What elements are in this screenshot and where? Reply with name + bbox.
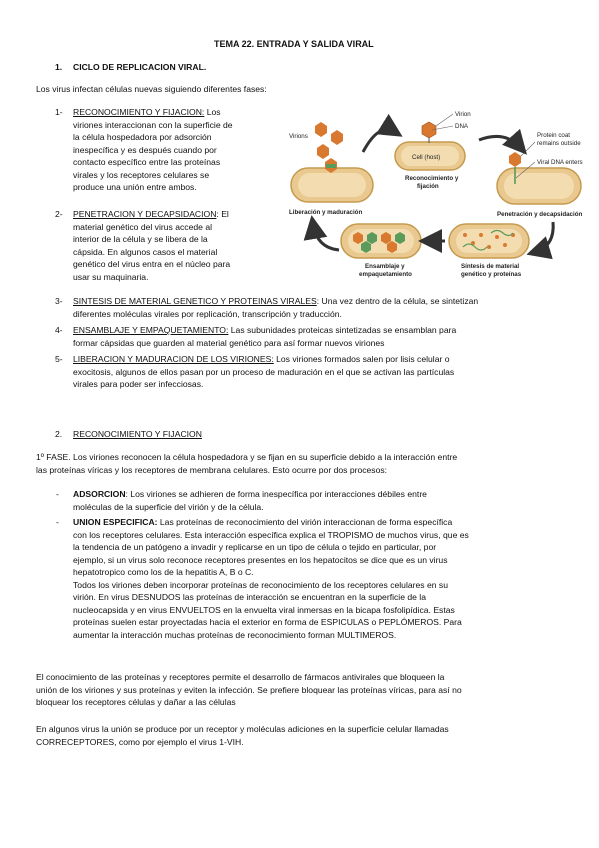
bullet-term: UNION ESPECIFICA: <box>73 517 158 527</box>
penetracion-label: Penetración y decapsidación <box>497 211 583 218</box>
item-line: Los <box>204 107 221 117</box>
bullet-line: Todos los viriones deben incorporar proteínas de reconocimiento de los receptores celulares en su <box>73 579 448 590</box>
recon-label-1: Reconocimiento y <box>405 175 459 182</box>
bullet-line: hepatotropico como los de la hepatitis A, B o C. <box>73 567 254 577</box>
recon-label-2: fijación <box>417 183 439 190</box>
item-line: formar cápsidas que guarden al material genético para así formar nuevos viriones <box>73 337 385 348</box>
paragraph-line: El conocimiento de las proteínas y receptores permite el desarrollo de fármacos antivirales que bloqueen la <box>36 672 445 682</box>
section2-heading: RECONOCIMIENTO Y FIJACION <box>73 429 202 439</box>
host-cell-diagram <box>395 111 471 190</box>
bullet-term: ADSORCION <box>73 489 126 499</box>
paragraph-line: bloquear los receptores células y dañar a las células <box>36 697 236 707</box>
section1-intro: Los virus infectan células nuevas siguiendo diferentes fases: <box>36 84 267 94</box>
paragraph-line: CORRECEPTORES, como por ejemplo el virus 1-VIH. <box>36 736 244 747</box>
virions-label: Virions <box>289 133 308 140</box>
item-line: usar su maquinaria. <box>73 271 149 282</box>
paragraph-line: 1º FASE. Los viriones reconocen la célula hospedadora y se fijan en su superficie debido a la interacción entre <box>36 452 458 462</box>
dna-label: DNA <box>455 123 469 130</box>
section1-number: 1. <box>55 62 63 72</box>
item-ensamblaje <box>73 324 456 349</box>
bullet-line: : Los viriones se adhieren de forma inespecífica por interacciones débiles entre <box>125 489 427 499</box>
liberacion-label: Liberación y maduración <box>289 209 363 216</box>
bullet-line: la tendencia de un patógeno a invadir y replicarse en un tipo de célula o tejido en particular, por <box>73 542 437 552</box>
bullet-line: con los receptores celulares. Esta interacción específica explica el TROPISMO de muchos virus, que es <box>73 529 469 540</box>
assembly-diagram <box>341 224 421 278</box>
item-line: diferentes moléculas virales por replicación, transcripción y traducción. <box>73 308 342 319</box>
penetration-diagram <box>497 132 583 218</box>
item-liberacion <box>73 353 454 391</box>
item-penetracion <box>73 208 230 283</box>
paragraph-line: las proteínas víricas y los receptores de membrana celulares. Esto ocurre por dos procesos: <box>36 464 388 475</box>
item-line: contacto específico entre las proteínas <box>73 157 221 167</box>
section1-heading: CICLO DE REPLICACION VIRAL. <box>73 62 207 72</box>
item-line: : Una vez dentro de la célula, se sintetizan <box>316 296 479 306</box>
item-line: exocitosis, algunos de ellos pasan por un proceso de maduración en el que se activan las partículas <box>73 366 455 377</box>
protein-coat-label-1: Protein coat <box>537 132 571 139</box>
item-line: cápsida. En algunos casos el material <box>73 246 218 257</box>
arrow-to-penetration <box>479 136 521 148</box>
bullet-line: nucleocapsida y en virus ENVUELTOS en la envuelta viral inmersas en la bicapa fosfolipídica. Estas <box>73 604 455 615</box>
bullet-union-especifica <box>73 516 469 641</box>
synthesis-diagram <box>449 224 529 278</box>
bullet-dash: - <box>56 517 59 527</box>
bullet-line: moléculas de la superficie del virión y de la célula. <box>73 501 264 512</box>
section2-number: 2. <box>55 429 63 439</box>
item-line: Los viriones formados salen por lisis celular o <box>273 354 450 364</box>
section2-paragraph-3 <box>36 723 449 748</box>
cell-host-label: Cell (host) <box>412 154 441 161</box>
arrow-to-release <box>313 224 339 250</box>
bullet-adsorcion <box>73 488 427 513</box>
bullet-line: Las proteínas de reconocimiento del virión interaccionan de forma específica <box>157 517 453 527</box>
item-line: produce una unión entre ambos. <box>73 182 197 192</box>
bullet-dash: - <box>56 489 59 499</box>
item-sintesis <box>73 295 478 320</box>
item-line: Las subunidades proteicas sintetizadas se ensamblan para <box>228 325 457 335</box>
sintesis-label-1: Síntesis de material <box>461 263 520 270</box>
item-line: virales para poder ser infecciosas. <box>73 379 204 389</box>
viral-dna-label: Viral DNA enters <box>537 159 583 166</box>
arrow-to-synthesis <box>535 222 553 252</box>
item-number: 1- <box>55 107 63 117</box>
item-number: 3- <box>55 296 63 306</box>
item-term: LIBERACION Y MADURACION DE LOS VIRIONES: <box>73 354 274 364</box>
item-term: PENETRACION Y DECAPSIDACION <box>73 209 217 219</box>
ensamblaje-label-1: Ensamblaje y <box>365 263 405 270</box>
item-line: genético del virus entra en el núcleo para <box>73 259 231 269</box>
item-number: 5- <box>55 354 63 364</box>
replication-cycle-figure <box>283 104 586 292</box>
release-diagram <box>289 122 373 216</box>
bullet-line: aumentar la interacción muchas proteínas de reconocimiento forman MULTIMEROS. <box>73 629 397 640</box>
bullet-line: proteínas suelen estar proyectadas hacia el exterior en forma de ESPICULAS o PEPLÓMEROS. Para <box>73 617 462 627</box>
item-number: 4- <box>55 325 63 335</box>
paragraph-line: unión de los viriones y sus proteínas y eviten la infección. Se prefiere bloquear las proteínas víricas, para así no <box>36 684 462 695</box>
paragraph-line: En algunos virus la unión se produce por un receptor y moléculas adiciones en la superficie celular llamadas <box>36 724 449 734</box>
item-line: material genético del virus accede al <box>73 221 213 232</box>
protein-coat-label-2: remains outside <box>537 140 581 147</box>
item-term: RECONOCIMIENTO Y FIJACION: <box>73 107 205 117</box>
arrow-to-recognition <box>363 130 395 153</box>
item-term: SINTESIS DE MATERIAL GENETICO Y PROTEINAS VIRALES <box>73 296 317 306</box>
item-line: virales y los receptores celulares se <box>73 169 210 180</box>
bullet-line: ejemplo, si un virus solo reconoce receptores presentes en los hepatocitos se dice que es un virus <box>73 554 448 565</box>
item-term: ENSAMBLAJE Y EMPAQUETAMIENTO: <box>73 325 229 335</box>
item-line: la célula hospedadora por adsorción <box>73 132 212 142</box>
item-line: : El <box>216 209 229 219</box>
sintesis-label-2: genético y proteínas <box>461 271 522 278</box>
virion-label: Virion <box>455 111 471 118</box>
bullet-line: virión. En virus DESNUDOS las proteínas de interacción se encuentran en la superficie de la <box>73 592 426 602</box>
item-reconocimiento <box>73 106 233 194</box>
ensamblaje-label-2: empaquetamiento <box>359 271 412 278</box>
page-title: TEMA 22. ENTRADA Y SALIDA VIRAL <box>214 39 374 49</box>
item-line: interior de la célula y se libera de la <box>73 234 208 244</box>
item-line: viriones interaccionan con la superficie de <box>73 119 233 130</box>
item-line: inespecífica y es después cuando por <box>73 144 217 155</box>
section2-paragraph-2 <box>36 671 462 709</box>
section2-paragraph-1 <box>36 451 457 476</box>
item-number: 2- <box>55 209 63 219</box>
